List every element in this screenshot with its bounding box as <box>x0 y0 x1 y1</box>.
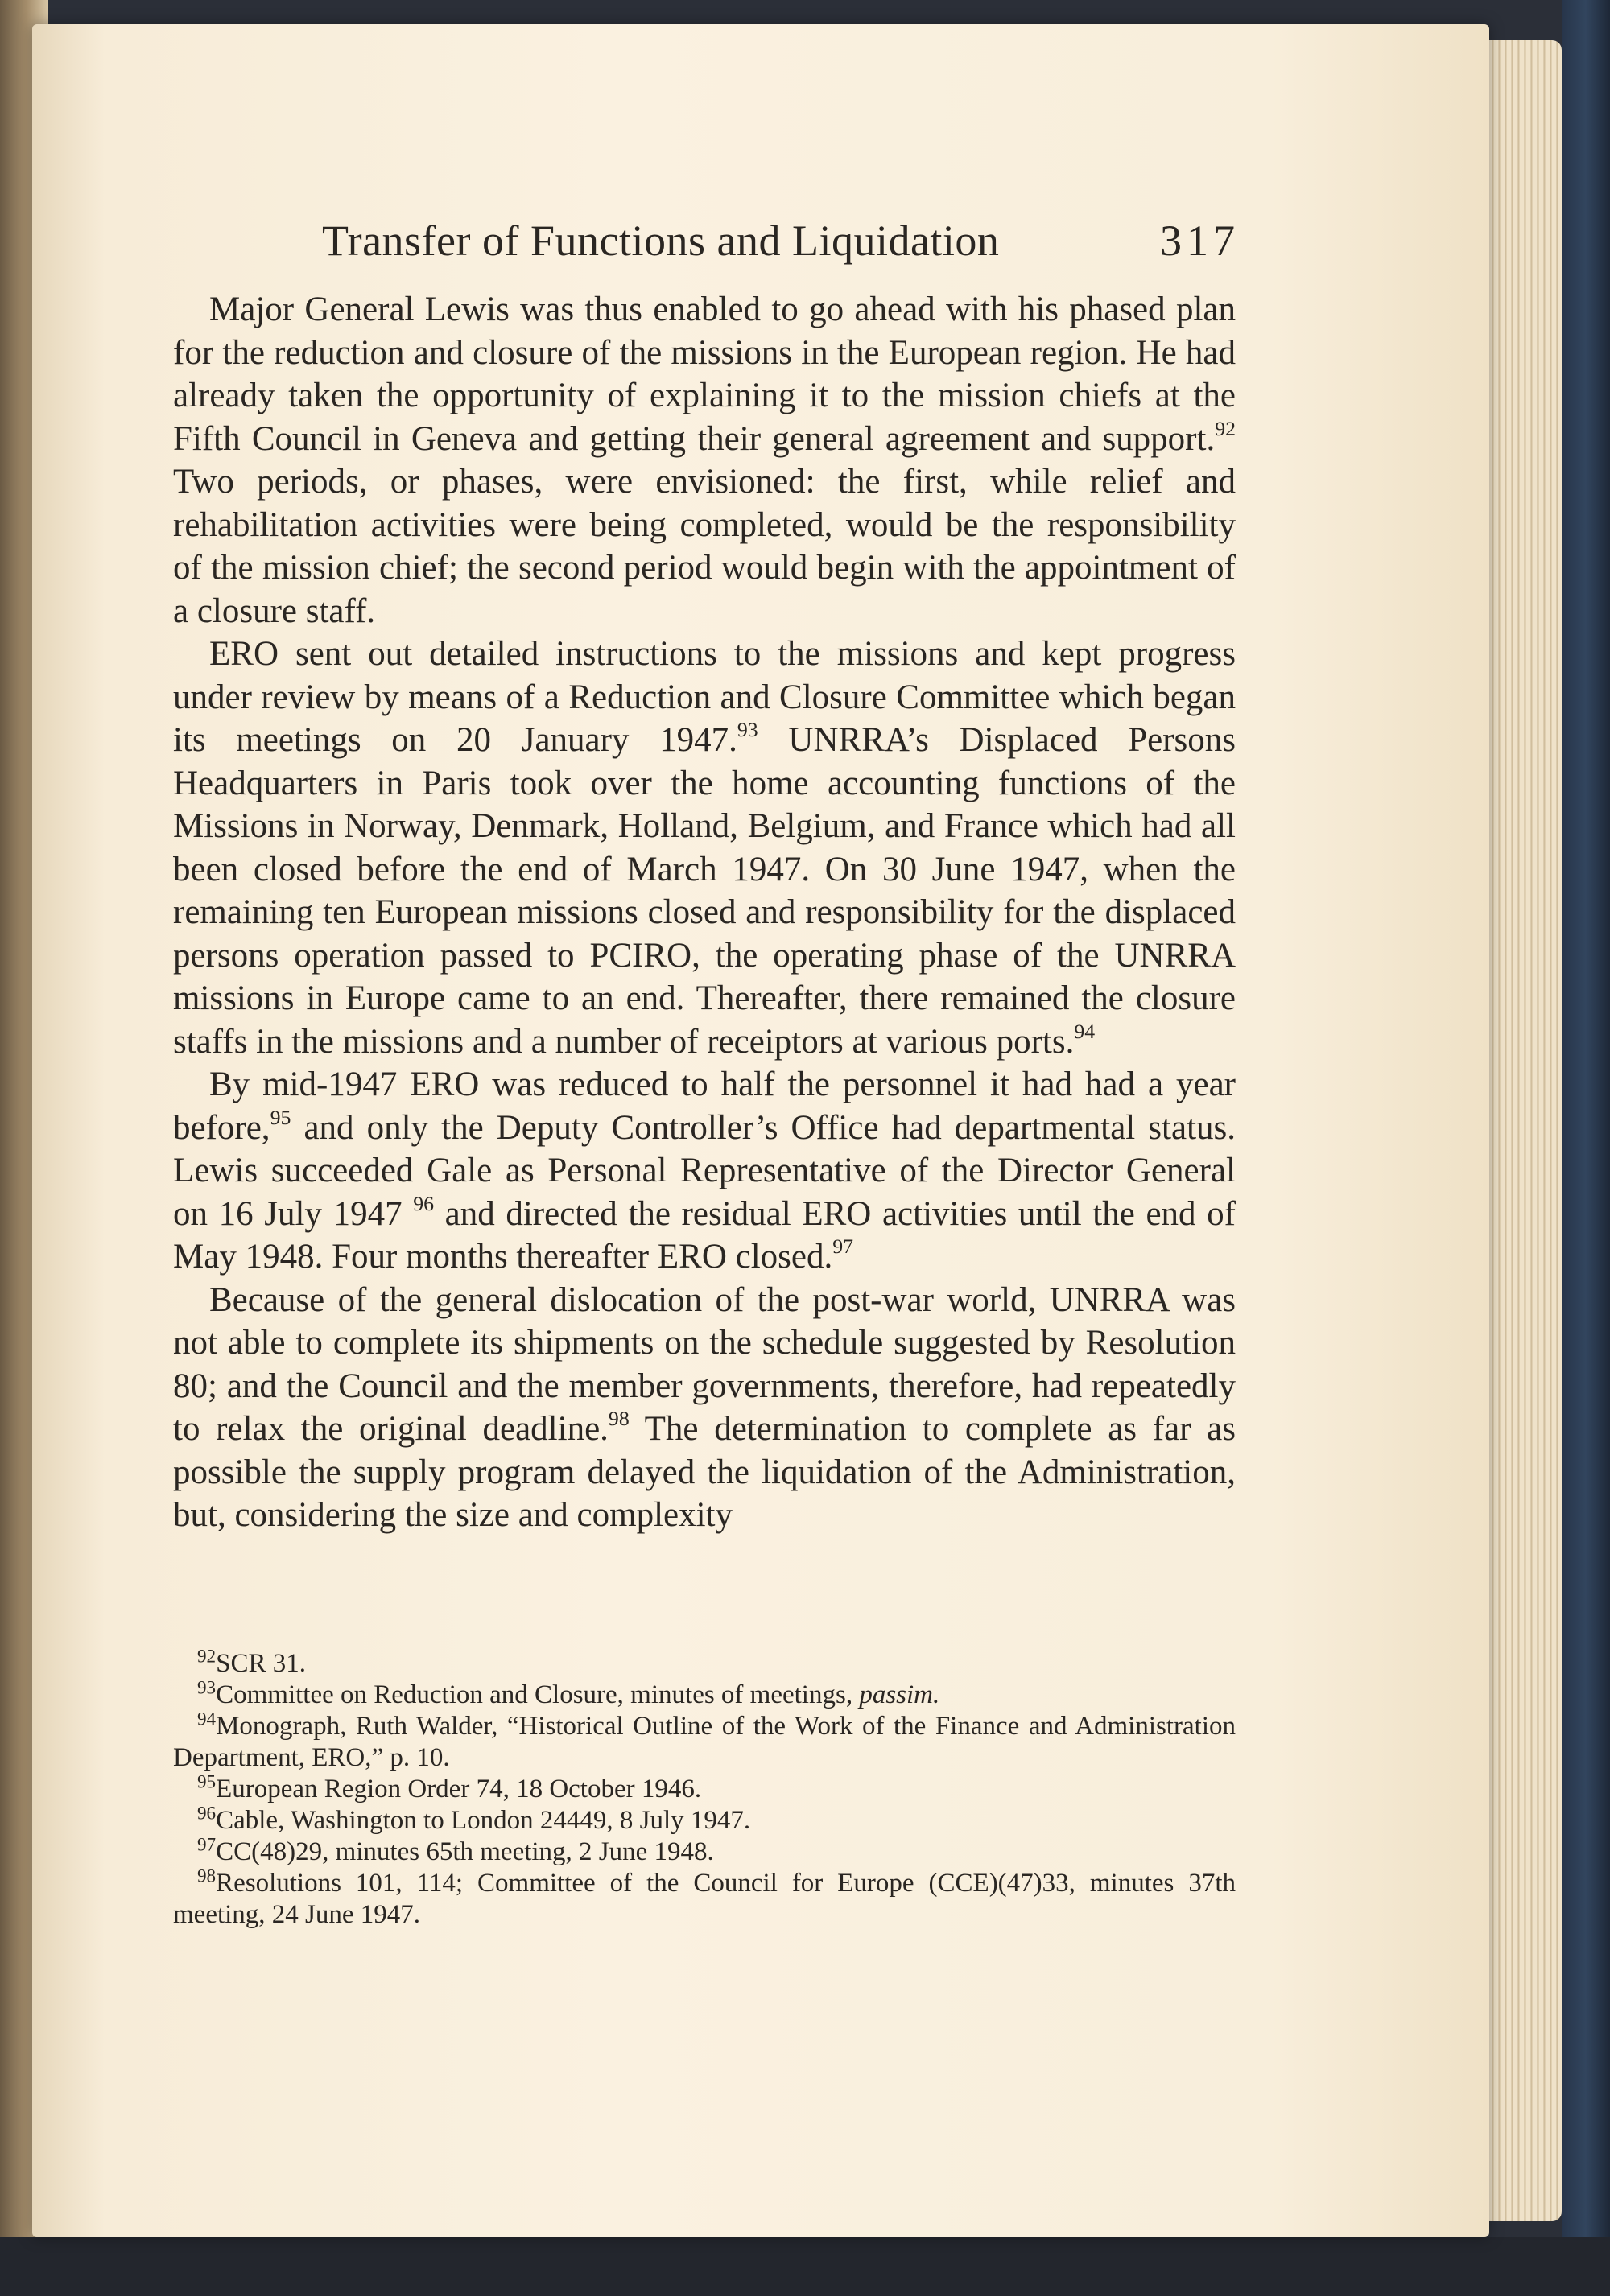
footnote-number: 92 <box>197 1645 217 1667</box>
footnotes <box>173 1645 1236 1931</box>
footnote-number: 94 <box>197 1708 217 1729</box>
footnote-number: 95 <box>197 1770 217 1792</box>
footnote-marker: 98 <box>608 1406 630 1430</box>
footnote-marker: 92 <box>1215 416 1236 440</box>
text-run: Because of the general dislocation of the post-war world, UNRRA was not able to complete its shipments on the schedule suggested by Resolution 80; and the Council and the member governments, therefore, had repeatedly to relax the original deadline. <box>173 1280 1236 1448</box>
text-run: and directed the residual ERO activities until the end of May 1948. Four months thereafter ERO closed. <box>173 1194 1236 1276</box>
paragraph <box>173 1279 1236 1537</box>
footnote-marker: 97 <box>832 1234 854 1258</box>
text-run: and only the Deputy Controller’s Office had departmental status. Lewis succeeded Gale as Personal Representative of the Director General on 16 July 1947 <box>173 1108 1236 1233</box>
footnote-marker: 95 <box>270 1105 291 1129</box>
footnote <box>173 1865 1236 1931</box>
footnote <box>173 1676 1236 1711</box>
footnote-italic: passim. <box>859 1680 940 1709</box>
text-run: By mid-1947 ERO was reduced to half the personnel it had had a year before, <box>173 1066 1236 1147</box>
footnote-text: Cable, Washington to London 24449, 8 July 1947. <box>216 1806 751 1835</box>
footnote-text: Committee on Reduction and Closure, minutes of meetings, <box>216 1680 860 1709</box>
footnote <box>173 1708 1236 1774</box>
footnote-number: 97 <box>197 1833 217 1855</box>
footnote-number: 96 <box>197 1802 217 1824</box>
text-run: Major General Lewis was thus enabled to go ahead with his phased plan for the reduction and closure of the missions in the European region. He had already taken the opportunity of explaining it to the mission chiefs at the Fifth Council in Geneva and getting their general agreement and support. <box>173 291 1236 458</box>
text-run: UNRRA’s Displaced Persons Headquarters in Paris took over the home accounting functions of the Missions in Norway, Denmark, Holland, Belgium, and France which had all been closed before the end of March 1947. On 30 June 1947, when the remaining ten European missions closed and responsibility for the displaced persons operation passed to PCIRO, the operating phase of the UNRRA missions in Europe came to an end. Thereafter, there remained the closure staffs in the missions and a number of receiptors at various ports. <box>173 721 1236 1061</box>
book-cover-right <box>1562 0 1610 2296</box>
footnote-text: CC(48)29, minutes 65th meeting, 2 June 1948. <box>216 1837 714 1866</box>
footnote <box>173 1833 1236 1868</box>
text-run: Two periods, or phases, were envisioned: the first, while relief and rehabilitation activities were being completed, would be the responsibility of the mission chief; the second period would begin with the appointment of a closure staff. <box>173 463 1236 630</box>
footnote-text: SCR 31. <box>216 1649 306 1678</box>
text-run: The determination to complete as far as possible the supply program delayed the liquidation of the Administration, but, considering the size and complexity <box>173 1410 1236 1534</box>
body-text <box>173 288 1236 1537</box>
text-run: ERO sent out detailed instructions to the missions and kept progress under review by means of a Reduction and Closure Committee which began its meetings on 20 January 1947. <box>173 635 1236 759</box>
footnote-marker: 93 <box>737 717 758 741</box>
footnote <box>173 1770 1236 1805</box>
footnote <box>173 1645 1236 1680</box>
footnote-text: European Region Order 74, 18 October 1946. <box>216 1775 702 1803</box>
footnote-text: Resolutions 101, 114; Committee of the Council for Europe (CCE)(47)33, minutes 37th meeting, 24 June 1947. <box>173 1869 1236 1929</box>
footnote-text: Monograph, Ruth Walder, “Historical Outline of the Work of the Finance and Administration Department, ERO,” p. 10. <box>173 1712 1236 1772</box>
chapter-title: Transfer of Functions and Liquidation <box>322 216 1000 265</box>
paragraph <box>173 633 1236 1063</box>
paragraph <box>173 1063 1236 1279</box>
background-shadow <box>0 2237 1610 2296</box>
page-number: 317 <box>1160 216 1240 265</box>
footnote <box>173 1802 1236 1836</box>
footnote-number: 98 <box>197 1865 217 1886</box>
footnote-marker: 94 <box>1074 1019 1096 1043</box>
paragraph <box>173 288 1236 633</box>
footnote-number: 93 <box>197 1676 217 1698</box>
footnote-marker: 96 <box>413 1191 434 1215</box>
